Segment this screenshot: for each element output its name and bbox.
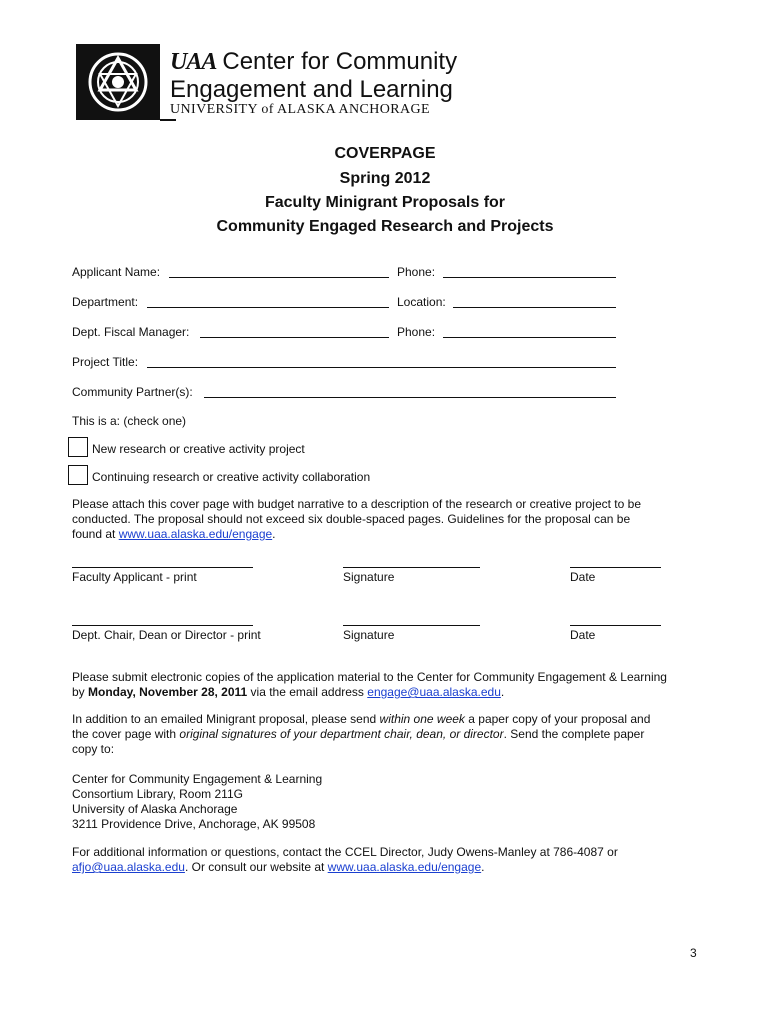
page-number: 3 (690, 946, 697, 960)
logo-title-line1 (170, 48, 457, 76)
paper-line1-text: In addition to an emailed Minigrant proposal, please send (72, 712, 380, 726)
website-link[interactable]: www.uaa.alaska.edu/engage (327, 860, 482, 874)
contact-mid: . Or consult our website at (184, 860, 328, 874)
paper-line1-italic: within one week (379, 712, 465, 726)
phone-field[interactable] (443, 277, 616, 278)
faculty-date-label: Date (570, 570, 596, 584)
faculty-signature-line[interactable] (343, 567, 480, 568)
faculty-date-line[interactable] (570, 567, 661, 568)
title-coverpage: COVERPAGE (334, 145, 436, 162)
department-label: Department: (72, 295, 139, 309)
location-field[interactable] (453, 307, 616, 308)
chair-print-line[interactable] (72, 625, 253, 626)
chair-signature-label: Signature (343, 628, 395, 642)
paper-line2 (72, 727, 702, 742)
applicant-name-label: Applicant Name: (72, 265, 161, 279)
submit-instructions (72, 670, 702, 700)
submit-line2-suffix: . (500, 685, 505, 699)
check-one-prompt: This is a: (check one) (72, 414, 187, 428)
submit-line2-mid: via the email address (247, 685, 368, 699)
applicant-name-field[interactable] (169, 277, 389, 278)
contact-info (72, 845, 702, 875)
paper-line3: copy to: (72, 742, 115, 756)
attach-line3 (72, 527, 702, 542)
mailing-address (72, 772, 702, 832)
chair-signature-line[interactable] (343, 625, 480, 626)
paper-line1 (72, 712, 702, 727)
project-title-label: Project Title: (72, 355, 139, 369)
new-research-label: New research or creative activity project (92, 442, 305, 456)
guidelines-link[interactable]: www.uaa.alaska.edu/engage (118, 527, 273, 541)
community-partners-field[interactable] (204, 397, 616, 398)
chair-date-label: Date (570, 628, 596, 642)
continuing-research-label: Continuing research or creative activity collaboration (92, 470, 371, 484)
chair-print-label: Dept. Chair, Dean or Director - print (72, 628, 261, 642)
continuing-research-checkbox[interactable] (68, 465, 88, 485)
project-title-field[interactable] (147, 367, 616, 368)
contact-suffix: . (481, 860, 485, 874)
new-research-checkbox[interactable] (68, 437, 88, 457)
paper-line2-rest: . Send the complete paper (503, 727, 645, 741)
faculty-print-label: Faculty Applicant - print (72, 570, 197, 584)
logo-title-line2: Engagement and Learning (170, 76, 453, 103)
engage-email-link[interactable]: engage@uaa.alaska.edu (367, 685, 501, 699)
contact-line2 (72, 860, 702, 875)
ccel-logo-mark (76, 44, 160, 120)
attach-instructions (72, 497, 702, 542)
paper-copy-instructions (72, 712, 702, 757)
uaa-wordmark: UAA (170, 49, 217, 75)
paper-line2-text: the cover page with (72, 727, 180, 741)
fiscal-manager-field[interactable] (200, 337, 389, 338)
submit-line2 (72, 685, 702, 700)
community-partners-label: Community Partner(s): (72, 385, 193, 399)
title-program: Faculty Minigrant Proposals for (264, 194, 506, 211)
logo-university-line: UNIVERSITY of ALASKA ANCHORAGE (170, 102, 430, 117)
submit-line1: Please submit electronic copies of the application material to the Center for Community Engagement & Learning (72, 670, 667, 684)
title-term: Spring 2012 (339, 170, 431, 187)
faculty-signature-label: Signature (343, 570, 395, 584)
title-subject: Community Engaged Research and Projects (216, 218, 554, 235)
attach-line2: conducted. The proposal should not exceed six double-spaced pages. Guidelines for the proposal can be (72, 512, 631, 526)
attach-line3-prefix: found at (72, 527, 119, 541)
department-field[interactable] (147, 307, 389, 308)
submit-deadline: Monday, November 28, 2011 (88, 685, 248, 699)
fiscal-manager-label: Dept. Fiscal Manager: (72, 325, 190, 339)
address-line1: Center for Community Engagement & Learning (72, 772, 323, 786)
paper-line1-rest: a paper copy of your proposal and (464, 712, 651, 726)
paper-line2-italic: original signatures of your department chair, dean, or director (179, 727, 504, 741)
submit-line2-prefix: by (72, 685, 89, 699)
knot-emblem-icon (76, 44, 160, 120)
address-line2: Consortium Library, Room 211G (72, 787, 243, 801)
chair-date-line[interactable] (570, 625, 661, 626)
director-email-link[interactable]: afjo@uaa.alaska.edu (72, 860, 185, 874)
address-line3: University of Alaska Anchorage (72, 802, 238, 816)
phone-label: Phone: (397, 265, 436, 279)
logo-line1-text: Center for Community (222, 48, 458, 75)
attach-line1: Please attach this cover page with budget narrative to a description of the research or creative project to be (72, 497, 641, 511)
fiscal-phone-label: Phone: (397, 325, 436, 339)
logo-divider (160, 119, 176, 121)
address-line4: 3211 Providence Drive, Anchorage, AK 99508 (72, 817, 316, 831)
attach-line3-suffix: . (272, 527, 276, 541)
faculty-print-line[interactable] (72, 567, 253, 568)
fiscal-phone-field[interactable] (443, 337, 616, 338)
contact-line1: For additional information or questions, contact the CCEL Director, Judy Owens-Manley at 786-4087 or (72, 845, 618, 859)
location-label: Location: (397, 295, 446, 309)
